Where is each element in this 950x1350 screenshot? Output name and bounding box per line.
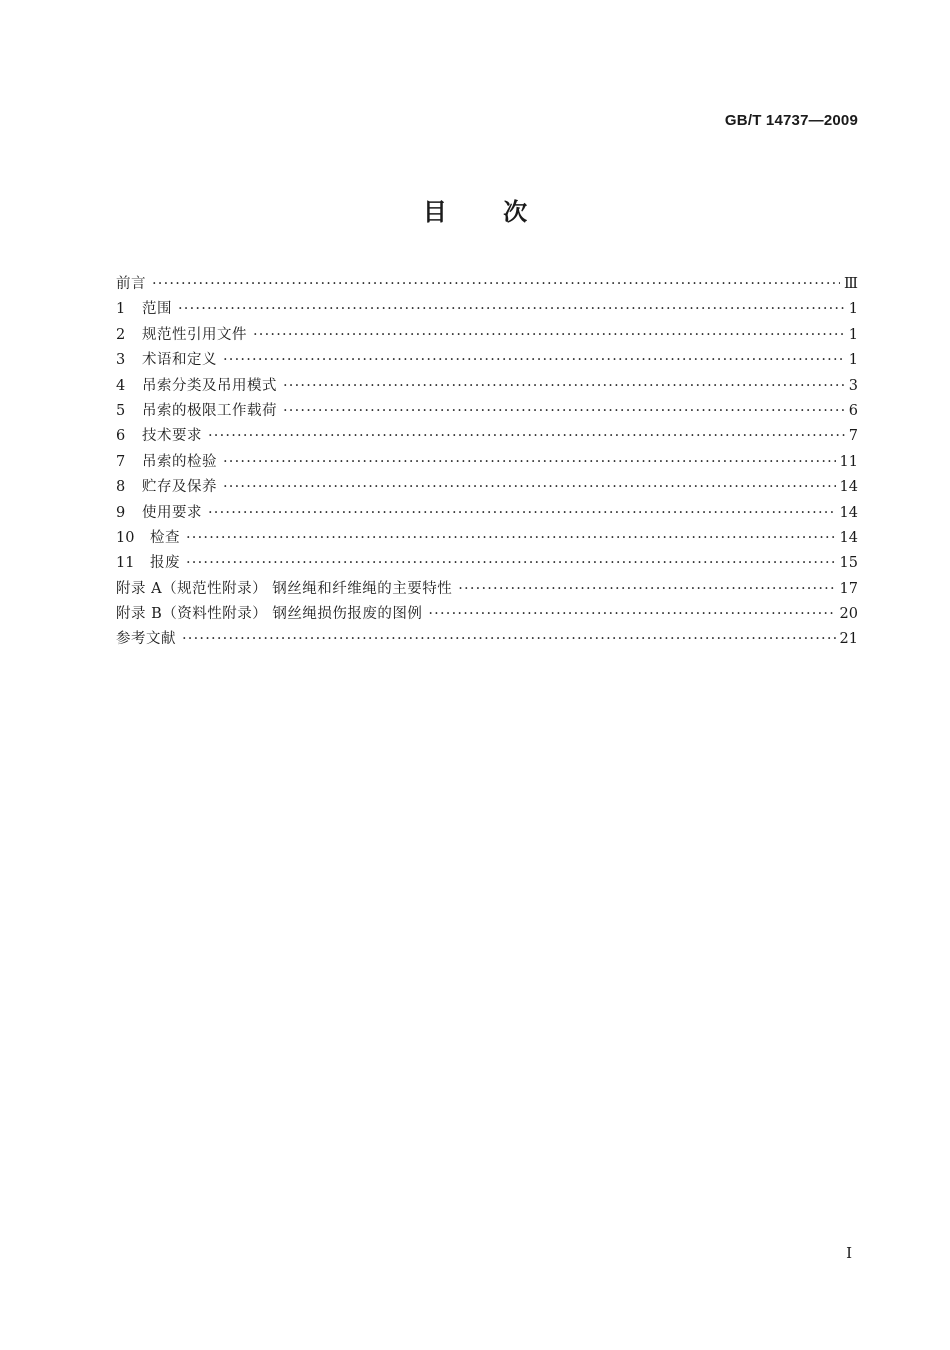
dot-leader [253, 327, 845, 343]
toc-entry-preface[interactable] [116, 272, 858, 297]
toc-entry-page: 6 [848, 402, 858, 419]
toc-entry-number: 10 [116, 529, 135, 546]
dot-leader [178, 301, 845, 317]
toc-entry-number: 11 [116, 555, 135, 572]
toc-entry-10[interactable] [116, 526, 858, 551]
dot-leader [223, 352, 845, 368]
page-title: 目 次 [422, 198, 528, 226]
toc-entry-1[interactable] [116, 297, 858, 322]
dot-leader [283, 378, 845, 394]
toc-entry-number: 4 [116, 377, 126, 394]
toc-entry-number: 3 [116, 352, 126, 369]
dot-leader [182, 631, 836, 647]
dot-leader [208, 428, 845, 444]
toc-entry-number: 5 [116, 402, 126, 419]
toc-entry-number: 8 [116, 479, 126, 496]
dot-leader [223, 479, 836, 495]
toc-entry-page: 15 [839, 555, 858, 572]
toc-entry-title: 前言 [116, 276, 146, 292]
toc-entry-number: 1 [116, 301, 126, 318]
toc-entry-number: 7 [116, 453, 126, 470]
toc-entry-2[interactable] [116, 323, 858, 348]
toc-entry-title: 报废 [150, 555, 180, 572]
toc-entry-11[interactable] [116, 551, 858, 576]
dot-leader [186, 530, 836, 546]
toc-entry-page: 20 [839, 606, 858, 623]
toc-entry-title: 技术要求 [142, 428, 202, 445]
toc-entry-title: 术语和定义 [142, 352, 217, 369]
dot-leader [283, 403, 845, 419]
toc-entry-page: 11 [839, 453, 858, 470]
toc-entry-9[interactable] [116, 501, 858, 526]
toc-entry-title: 参考文献 [116, 631, 176, 648]
toc-entry-page: 3 [848, 377, 858, 394]
toc-entry-3[interactable] [116, 348, 858, 373]
dot-leader [458, 581, 835, 597]
dot-leader [186, 555, 836, 571]
toc-entry-5[interactable] [116, 399, 858, 424]
toc-entry-page: Ⅲ [844, 276, 858, 292]
toc-entry-page: 7 [848, 428, 858, 445]
standard-code: GB/T 14737—2009 [724, 112, 858, 129]
toc-entry-8[interactable] [116, 475, 858, 500]
toc-entry-4[interactable] [116, 374, 858, 399]
toc-entry-page: 1 [848, 326, 858, 343]
toc-entry-references[interactable] [116, 627, 858, 652]
toc-entry-title: 使用要求 [142, 504, 202, 521]
dot-leader [428, 606, 835, 622]
page-number: I [846, 1244, 852, 1262]
toc-entry-7[interactable] [116, 450, 858, 475]
toc-entry-title: 范围 [142, 301, 172, 318]
toc-entry-title: 附录 A（规范性附录） 钢丝绳和纤维绳的主要特性 [116, 580, 453, 597]
toc-entry-appendix-b[interactable] [116, 602, 858, 627]
table-of-contents [116, 272, 858, 653]
toc-entry-title: 贮存及保养 [142, 479, 217, 496]
toc-entry-number: 2 [116, 326, 126, 343]
dot-leader [152, 276, 840, 292]
toc-entry-title: 吊索分类及吊用模式 [142, 377, 277, 394]
toc-entry-title: 吊索的检验 [142, 453, 217, 470]
toc-entry-page: 1 [848, 352, 858, 369]
toc-entry-appendix-a[interactable] [116, 577, 858, 602]
toc-entry-number: 9 [116, 504, 126, 521]
toc-entry-page: 14 [839, 479, 858, 496]
toc-entry-title: 规范性引用文件 [142, 326, 247, 343]
toc-entry-title: 附录 B（资料性附录） 钢丝绳损伤报废的图例 [116, 606, 423, 623]
toc-entry-page: 17 [839, 580, 858, 597]
toc-entry-number: 6 [116, 428, 126, 445]
toc-entry-6[interactable] [116, 424, 858, 449]
toc-entry-title: 吊索的极限工作载荷 [142, 402, 277, 419]
toc-entry-page: 1 [848, 301, 858, 318]
toc-entry-page: 14 [839, 504, 858, 521]
toc-entry-page: 14 [839, 529, 858, 546]
dot-leader [208, 505, 836, 521]
toc-entry-title: 检查 [150, 529, 180, 546]
dot-leader [223, 454, 836, 470]
toc-entry-page: 21 [839, 631, 858, 648]
